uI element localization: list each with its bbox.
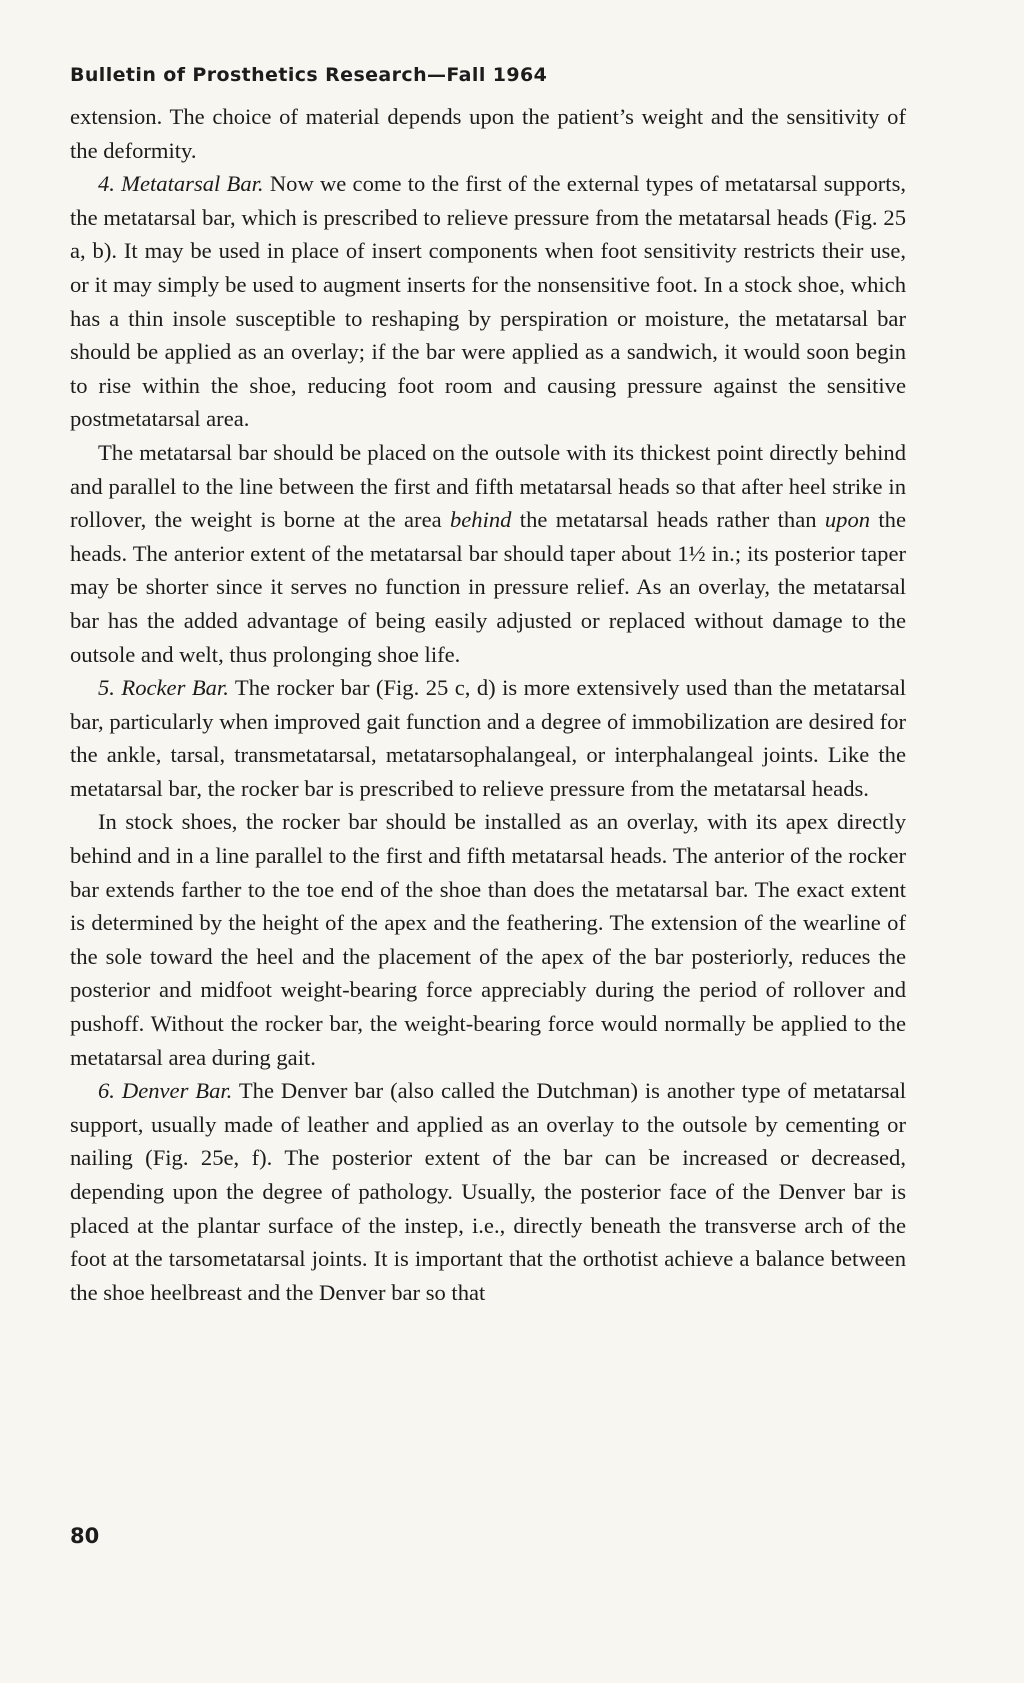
paragraph-text: the metatarsal heads rather than [519, 507, 817, 533]
paragraph-text: Now we come to the first of the external types of metatarsal supports, the metatarsal bar, which is prescribed to relieve pressure from the metatarsal heads (Fig. 25 a, b). It may be used in place of insert components when foot sensitivity restricts their use, or it may simply be used to augment inserts for the nonsensitive foot. In a stock shoe, which has a thin insole susceptible to reshaping by perspiration or moisture, the metatarsal bar should be applied as an overlay; if the bar were applied as a sandwich, it would soon begin to rise within the shoe, reducing foot room and causing pressure against the sensitive postmetatarsal area. [70, 171, 907, 432]
section-heading-metatarsal-bar: 4. Metatarsal Bar. [98, 171, 264, 197]
paragraph-text: The metatarsal bar should be placed on the outsole with its thickest point directly behind and parallel to the line between the first and fifth metatarsal heads so that after heel strike in rollover, the weight is borne at the area [70, 439, 906, 533]
page-number: 80 [70, 1524, 100, 1548]
paragraph-metatarsal-bar-placement [70, 436, 906, 671]
paragraph-text: The Denver bar (also called the Dutchman) is another type of metatarsal support, usually made of leather and applied as an overlay to the outsole by cementing or nailing (Fig. 25e, f). The posterior extent of the bar can be increased or decreased, depending upon the degree of pathology. Usually, the posterior face of the Denver bar is placed at the plantar surface of the instep, i.e., directly beneath the transverse arch of the foot at the tarsometatarsal joints. It is important that the orthotist achieve a balance between the shoe heelbreast and the Denver bar so that [70, 1078, 906, 1305]
paragraph-text: the heads. The anterior extent of the metatarsal bar should taper about 1½ in.; its posterior taper may be shorter since it serves no function in pressure relief. As an overlay, the metatarsal bar has the added advantage of being easily adjusted or replaced without damage to the outsole and welt, thus prolonging shoe life. [70, 507, 906, 667]
document-page [70, 62, 906, 1309]
emphasis-upon: upon [824, 507, 871, 533]
body-text [70, 100, 906, 1309]
paragraph-text: In stock shoes, the rocker bar should be installed as an overlay, with its apex directly behind and in a line parallel to the first and fifth metatarsal heads. The anterior of the rocker bar extends farther to the toe end of the shoe than does the metatarsal bar. The exact extent is determined by the height of the apex and the feathering. The extension of the wearline of the sole toward the heel and the placement of the apex of the bar posteriorly, reduces the posterior and midfoot weight-bearing force appreciably during the period of rollover and pushoff. Without the rocker bar, the weight-bearing force would normally be applied to the metatarsal area during gait. [70, 809, 906, 1070]
paragraph-rocker-bar-installation [70, 805, 906, 1074]
paragraph-rocker-bar [70, 671, 906, 805]
section-heading-rocker-bar: 5. Rocker Bar. [98, 675, 229, 701]
paragraph-text: The rocker bar (Fig. 25 c, d) is more extensively used than the metatarsal bar, particularly when improved gait function and a degree of immobilization are desired for the ankle, tarsal, transmetatarsal, metatarsophalangeal, or interphalangeal joints. Like the metatarsal bar, the rocker bar is prescribed to relieve pressure from the metatarsal heads. [70, 675, 906, 801]
emphasis-behind: behind [449, 507, 512, 533]
paragraph-metatarsal-bar [70, 167, 906, 436]
paragraph-continuation [70, 100, 906, 167]
running-head: Bulletin of Prosthetics Research—Fall 1964 [70, 64, 548, 86]
section-heading-denver-bar: 6. Denver Bar. [98, 1078, 233, 1104]
paragraph-denver-bar [70, 1074, 906, 1309]
paragraph-text: extension. The choice of material depends upon the patient’s weight and the sensitivity of the deformity. [70, 104, 906, 163]
